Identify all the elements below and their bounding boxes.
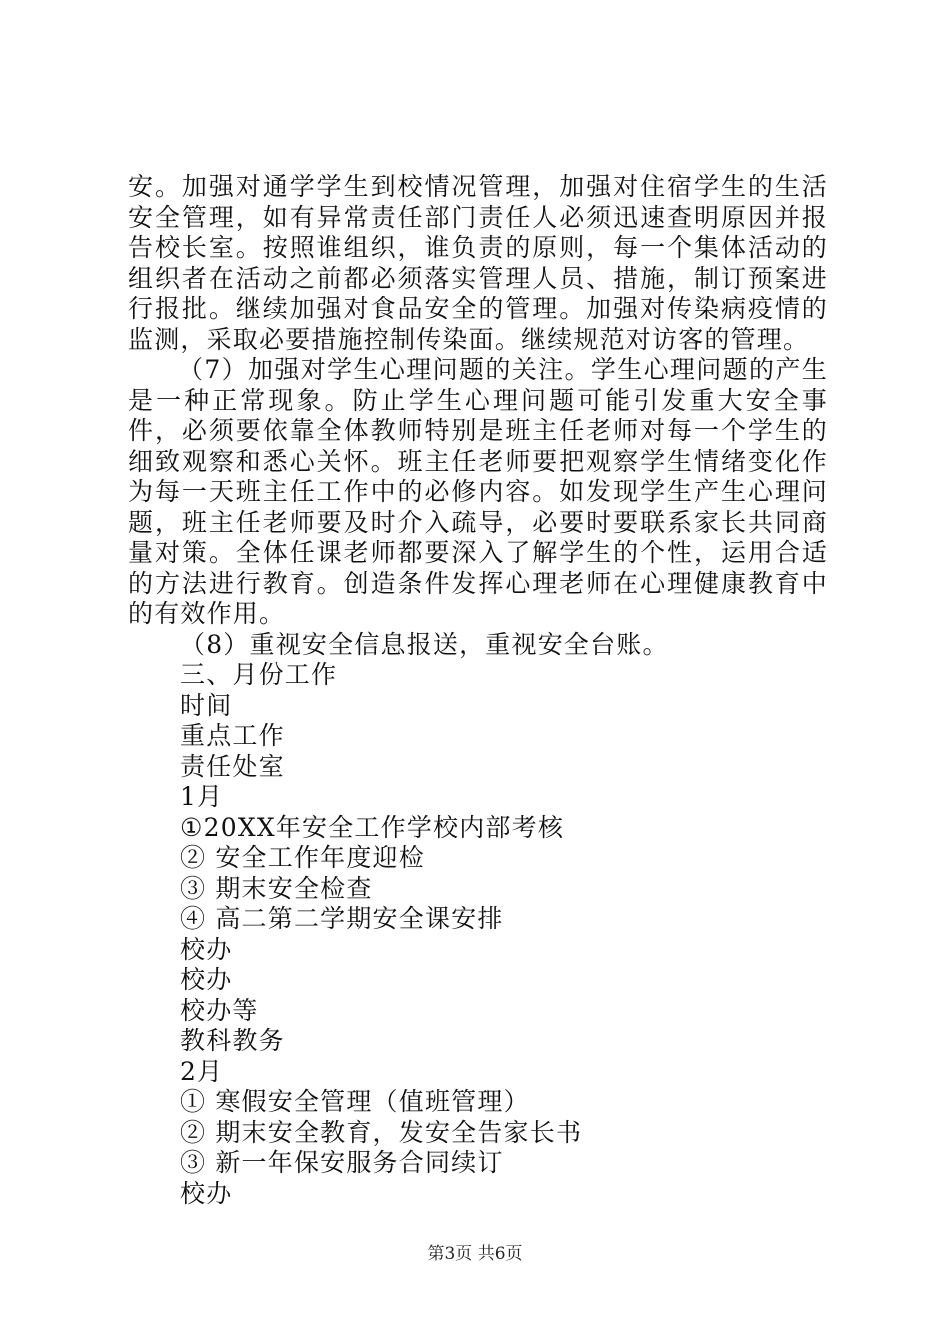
responsible-office: 校办 [180,934,233,964]
work-item: ③ 期末安全检查 [180,873,373,903]
month-label: 2月 [180,1056,224,1086]
document-body [128,172,828,1209]
table-header-key-work: 重点工作 [180,721,285,750]
work-item: ①20XX年安全工作学校内部考核 [180,812,565,842]
responsible-office: 教科教务 [180,1026,285,1055]
responsible-office: 校办 [180,1178,233,1208]
work-item: ④ 高二第二学期安全课安排 [180,904,504,933]
month-label: 1月 [180,782,224,811]
responsible-office: 校办 [180,965,233,994]
section-heading: 三、月份工作 [180,660,338,689]
monthly-work-lines [128,630,828,1210]
body-paragraph-psychology: （7）加强对学生心理问题的关注。学生心理问题的产生是一种正常现象。防止学生心理问题可能引发重大安全事件，必须要依靠全体教师特别是班主任老师对每一个学生的细致观察和悉心关怀。班主任老师要把观察学生情绪变化作为每一天班主任工作中的必修内容。如发现学生产生心理问题，班主任老师要及时介入疏导，必要时要联系家长共同商量对策。全体任课老师都要深入了解学生的个性，运用合适的方法进行教育。创造条件发挥心理老师在心理健康教育中的有效作用。 [128,355,828,628]
work-item: ③ 新一年保安服务合同续订 [180,1148,504,1177]
table-header-time: 时间 [180,690,233,720]
page-number-footer: 第3页 共6页 [427,1244,523,1264]
work-item: ① 寒假安全管理（值班管理） [180,1087,530,1116]
work-item: ② 安全工作年度迎检 [180,843,425,872]
text-line: （8）重视安全信息报送，重视安全台账。 [180,629,669,659]
body-paragraph: 安。加强对通学学生到校情况管理，加强对住宿学生的生活安全管理，如有异常责任部门责任人必须迅速查明原因并报告校长室。按照谁组织，谁负责的原则，每一个集体活动的组织者在活动之前都必须落实管理人员、措施，制订预案进行报批。继续加强对食品安全的管理。加强对传染病疫情的监测，采取必要措施控制传染面。继续规范对访客的管理。 [128,172,828,354]
responsible-office: 校办等 [180,995,259,1025]
work-item: ② 期末安全教育，发安全告家长书 [180,1117,583,1147]
table-header-responsible-office: 责任处室 [180,751,285,781]
